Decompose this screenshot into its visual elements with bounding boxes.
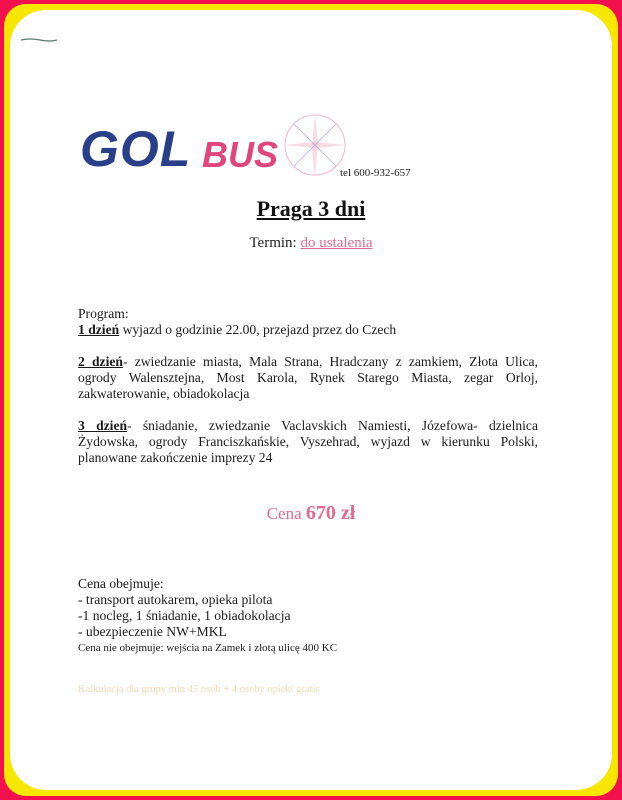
pen-mark	[20, 38, 58, 42]
includes-item: - ubezpieczenie NW+MKL	[78, 624, 227, 639]
program-heading: Program:	[78, 306, 129, 321]
program-section	[78, 306, 538, 466]
price-line	[10, 502, 612, 525]
phone-number: tel 600-932-657	[340, 167, 411, 179]
golbus-logo	[80, 110, 350, 190]
day-text: - zwiedzanie miasta, Mala Strana, Hradczany z zamkiem, Złota Ulica, ogrody Walensztejna, Most Karola, Rynek Starego Miasta, zegar Orloj, zakwaterowanie, obiadokolacja	[78, 354, 538, 401]
day-label: 2 dzień	[78, 354, 123, 369]
includes-heading: Cena obejmuje:	[78, 576, 164, 591]
logo-gol-text: GOL	[80, 121, 192, 177]
program-day-1	[78, 322, 538, 338]
document-page	[10, 10, 612, 790]
day-text: - śniadanie, zwiedzanie Vaclavskich Namiesti, Józefowa- dzielnica Żydowska, ogrody Franciszkańskie, Vyszehrad, wyjazd w kierunku Polski, planowane zakończenie imprezy 24	[78, 418, 538, 465]
price-value: 670 zł	[305, 502, 356, 524]
termin-line	[10, 235, 612, 252]
logo-bus-text: BUS	[202, 134, 279, 175]
price-label: Cena	[266, 504, 302, 523]
program-day-2	[78, 354, 538, 402]
includes-section	[78, 576, 538, 640]
includes-item: - transport autokarem, opieka pilota	[78, 592, 273, 607]
termin-value: do ustalenia	[300, 235, 373, 251]
includes-item: -1 nocleg, 1 śniadanie, 1 obiadokolacja	[78, 608, 291, 623]
page-title: Praga 3 dni	[256, 196, 366, 221]
termin-label: Termin:	[249, 235, 297, 251]
calculation-note: Kalkulacja dla grupy min 45 osób + 4 osoby opieki gratis	[78, 684, 320, 695]
program-day-3	[78, 418, 538, 466]
day-label: 1 dzień	[78, 322, 120, 337]
day-text: wyjazd o godzinie 22.00, przejazd przez do Czech	[119, 322, 397, 337]
day-label: 3 dzień	[78, 418, 128, 433]
excludes-line: Cena nie obejmuje: wejścia na Zamek i złotą ulicę 400 KC	[78, 642, 338, 654]
